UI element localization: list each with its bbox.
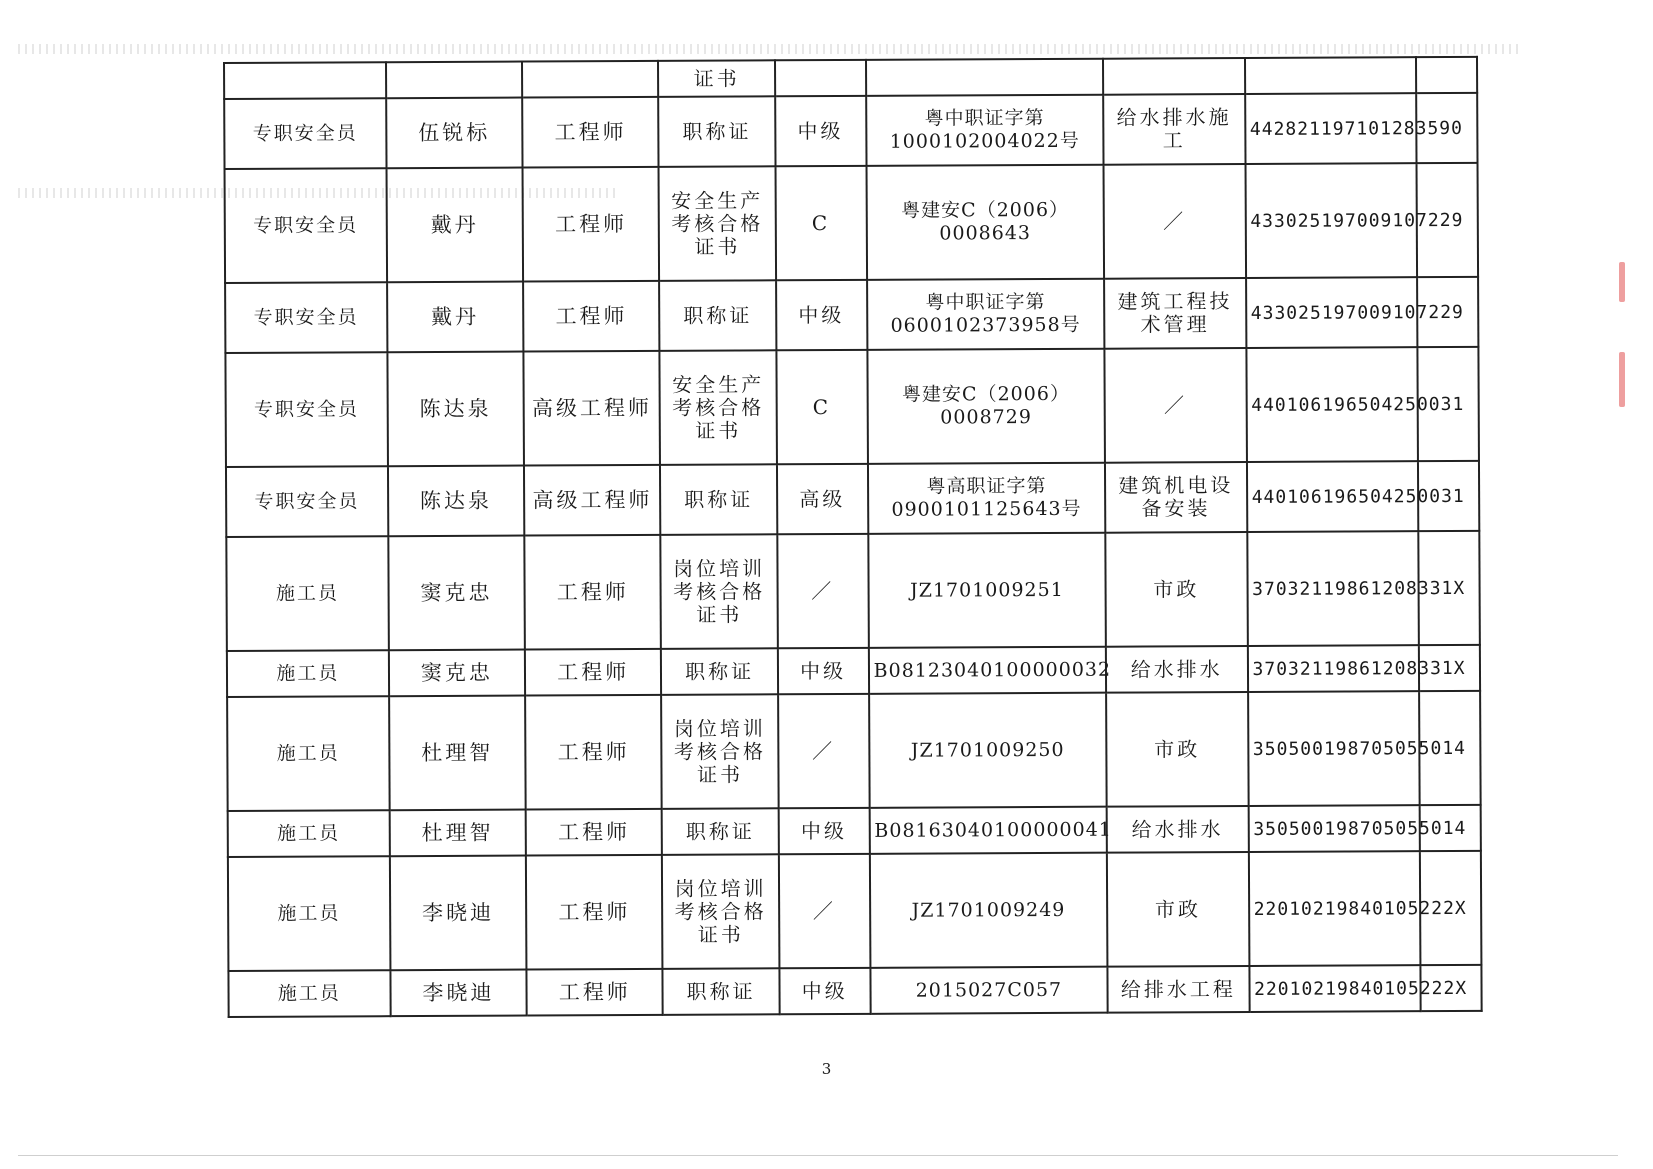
position-cell: 专职安全员 — [225, 282, 387, 353]
cert-type-cell: 职称证 — [662, 808, 778, 855]
level-cell: 中级 — [776, 280, 867, 350]
cert-type-cell: 证书 — [658, 60, 774, 97]
table-row — [228, 851, 1482, 971]
title-cell: 工程师 — [527, 969, 664, 1016]
level-cell: 高级 — [777, 464, 868, 534]
cert-no-cell: 粤高职证字第0900101125643号 — [868, 463, 1106, 534]
id-no-cell: 37032119861208331X — [1247, 531, 1419, 646]
id-no-cell: 433025197009107229 — [1245, 163, 1417, 278]
position-cell: 专职安全员 — [224, 98, 386, 169]
specialty-cell: 市政 — [1105, 532, 1247, 647]
title-cell: 工程师 — [522, 97, 659, 168]
position-cell: 施工员 — [228, 970, 390, 1017]
name-cell: 窦克忠 — [388, 536, 525, 651]
blank-cell — [1416, 57, 1477, 93]
name-cell: 窦克忠 — [389, 650, 526, 697]
table-row — [226, 531, 1480, 651]
id-no-cell: 442821197101283590 — [1245, 93, 1417, 164]
level-cell: C — [776, 350, 867, 464]
title-cell: 工程师 — [523, 281, 660, 352]
cert-no-cell: B08163040100000041 — [869, 807, 1107, 854]
table-row — [225, 163, 1479, 283]
id-no-cell: 433025197009107229 — [1246, 277, 1418, 348]
table-row — [228, 805, 1481, 857]
specialty-cell: 市政 — [1106, 692, 1248, 807]
level-cell: 中级 — [778, 648, 869, 694]
name-cell: 李晓迪 — [390, 970, 527, 1017]
title-cell: 高级工程师 — [523, 351, 660, 466]
name-cell: 陈达泉 — [387, 352, 524, 467]
name-cell: 杜理智 — [389, 696, 526, 811]
table-row — [224, 57, 1477, 99]
position-cell: 施工员 — [227, 650, 389, 697]
specialty-cell: 市政 — [1107, 852, 1249, 967]
cert-type-cell: 职称证 — [663, 968, 779, 1015]
title-cell — [522, 61, 659, 98]
red-stamp-edge — [1619, 352, 1625, 407]
specialty-cell — [1103, 58, 1245, 95]
id-no-cell — [1245, 57, 1417, 94]
title-cell: 工程师 — [526, 809, 663, 856]
cert-no-cell — [866, 59, 1104, 96]
id-no-cell: 22010219840105222X — [1249, 965, 1421, 1012]
table-row — [228, 965, 1481, 1017]
name-cell: 戴丹 — [386, 168, 523, 283]
level-cell: C — [775, 166, 866, 280]
specialty-cell: 建筑工程技术管理 — [1104, 278, 1246, 349]
position-cell: 专职安全员 — [226, 466, 388, 537]
table-row — [227, 645, 1480, 697]
cert-no-cell: JZ1701009250 — [869, 693, 1107, 808]
id-no-cell: 37032119861208331X — [1247, 645, 1419, 692]
title-cell: 高级工程师 — [524, 465, 661, 536]
specialty-cell: 给水排水 — [1107, 806, 1249, 853]
page-number: 3 — [821, 1060, 832, 1078]
cert-no-cell: 粤中职证字第1000102004022号 — [866, 95, 1104, 166]
position-cell: 专职安全员 — [225, 352, 387, 467]
specialty-cell: 给排水工程 — [1108, 966, 1250, 1013]
cert-no-cell: 粤中职证字第0600102373958号 — [867, 279, 1105, 350]
red-stamp-edge — [1619, 262, 1625, 302]
level-cell: ／ — [778, 694, 869, 808]
cert-type-cell: 职称证 — [660, 280, 777, 351]
id-no-cell: 22010219840105222X — [1248, 851, 1420, 966]
specialty-cell: 给水排水施工 — [1103, 94, 1245, 165]
title-cell: 工程师 — [526, 855, 663, 970]
specialty-cell: 给水排水 — [1106, 646, 1248, 693]
id-no-cell: 440106196504250031 — [1246, 347, 1418, 462]
cert-type-cell: 职称证 — [659, 96, 776, 167]
cert-type-cell: 岗位培训考核合格证书 — [661, 534, 778, 649]
level-cell: 中级 — [775, 96, 866, 166]
cert-no-cell: B08123040100000032 — [868, 647, 1106, 694]
cert-type-cell: 安全生产考核合格证书 — [660, 350, 777, 465]
level-cell: 中级 — [778, 808, 869, 854]
name-cell: 李晓迪 — [390, 856, 527, 971]
title-cell: 工程师 — [523, 167, 660, 282]
cert-type-cell: 安全生产考核合格证书 — [659, 166, 776, 281]
name-cell: 陈达泉 — [388, 466, 525, 537]
name-cell — [386, 62, 523, 99]
position-cell: 施工员 — [228, 856, 390, 971]
position-cell: 施工员 — [227, 696, 389, 811]
level-cell — [775, 60, 866, 96]
id-no-cell: 350500198705055014 — [1248, 691, 1420, 806]
scan-edge — [18, 1155, 1618, 1156]
table-row — [226, 461, 1479, 537]
table-row — [225, 277, 1478, 353]
scan-speckle — [18, 44, 1518, 54]
level-cell: ／ — [779, 854, 870, 968]
position-cell: 专职安全员 — [225, 168, 387, 283]
position-cell — [224, 62, 386, 99]
cert-no-cell: 粤建安C（2006）0008729 — [867, 349, 1105, 464]
table-row — [225, 347, 1479, 467]
id-no-cell: 440106196504250031 — [1246, 461, 1418, 532]
level-cell: 中级 — [779, 968, 870, 1014]
staff-certificate-table — [223, 56, 1483, 1018]
name-cell: 伍锐标 — [386, 98, 523, 169]
id-no-cell: 350500198705055014 — [1248, 805, 1420, 852]
specialty-cell: ／ — [1104, 348, 1246, 463]
cert-type-cell: 岗位培训考核合格证书 — [662, 854, 779, 969]
cert-type-cell: 职称证 — [660, 464, 777, 535]
cert-type-cell: 职称证 — [661, 648, 777, 695]
title-cell: 工程师 — [525, 695, 662, 810]
cert-no-cell: 粤建安C（2006）0008643 — [866, 165, 1104, 280]
table-row — [224, 93, 1477, 169]
cert-no-cell: JZ1701009251 — [868, 533, 1106, 648]
position-cell: 施工员 — [228, 810, 390, 857]
specialty-cell: 建筑机电设备安装 — [1105, 462, 1247, 533]
cert-type-cell: 岗位培训考核合格证书 — [662, 694, 779, 809]
name-cell: 杜理智 — [389, 810, 526, 857]
specialty-cell: ／ — [1104, 164, 1246, 279]
title-cell: 工程师 — [524, 535, 661, 650]
position-cell: 施工员 — [226, 536, 388, 651]
cert-no-cell: JZ1701009249 — [870, 853, 1108, 968]
title-cell: 工程师 — [525, 649, 662, 696]
table-row — [227, 691, 1481, 811]
level-cell: ／ — [777, 534, 868, 648]
cert-no-cell: 2015027C057 — [870, 967, 1108, 1014]
name-cell: 戴丹 — [387, 282, 524, 353]
